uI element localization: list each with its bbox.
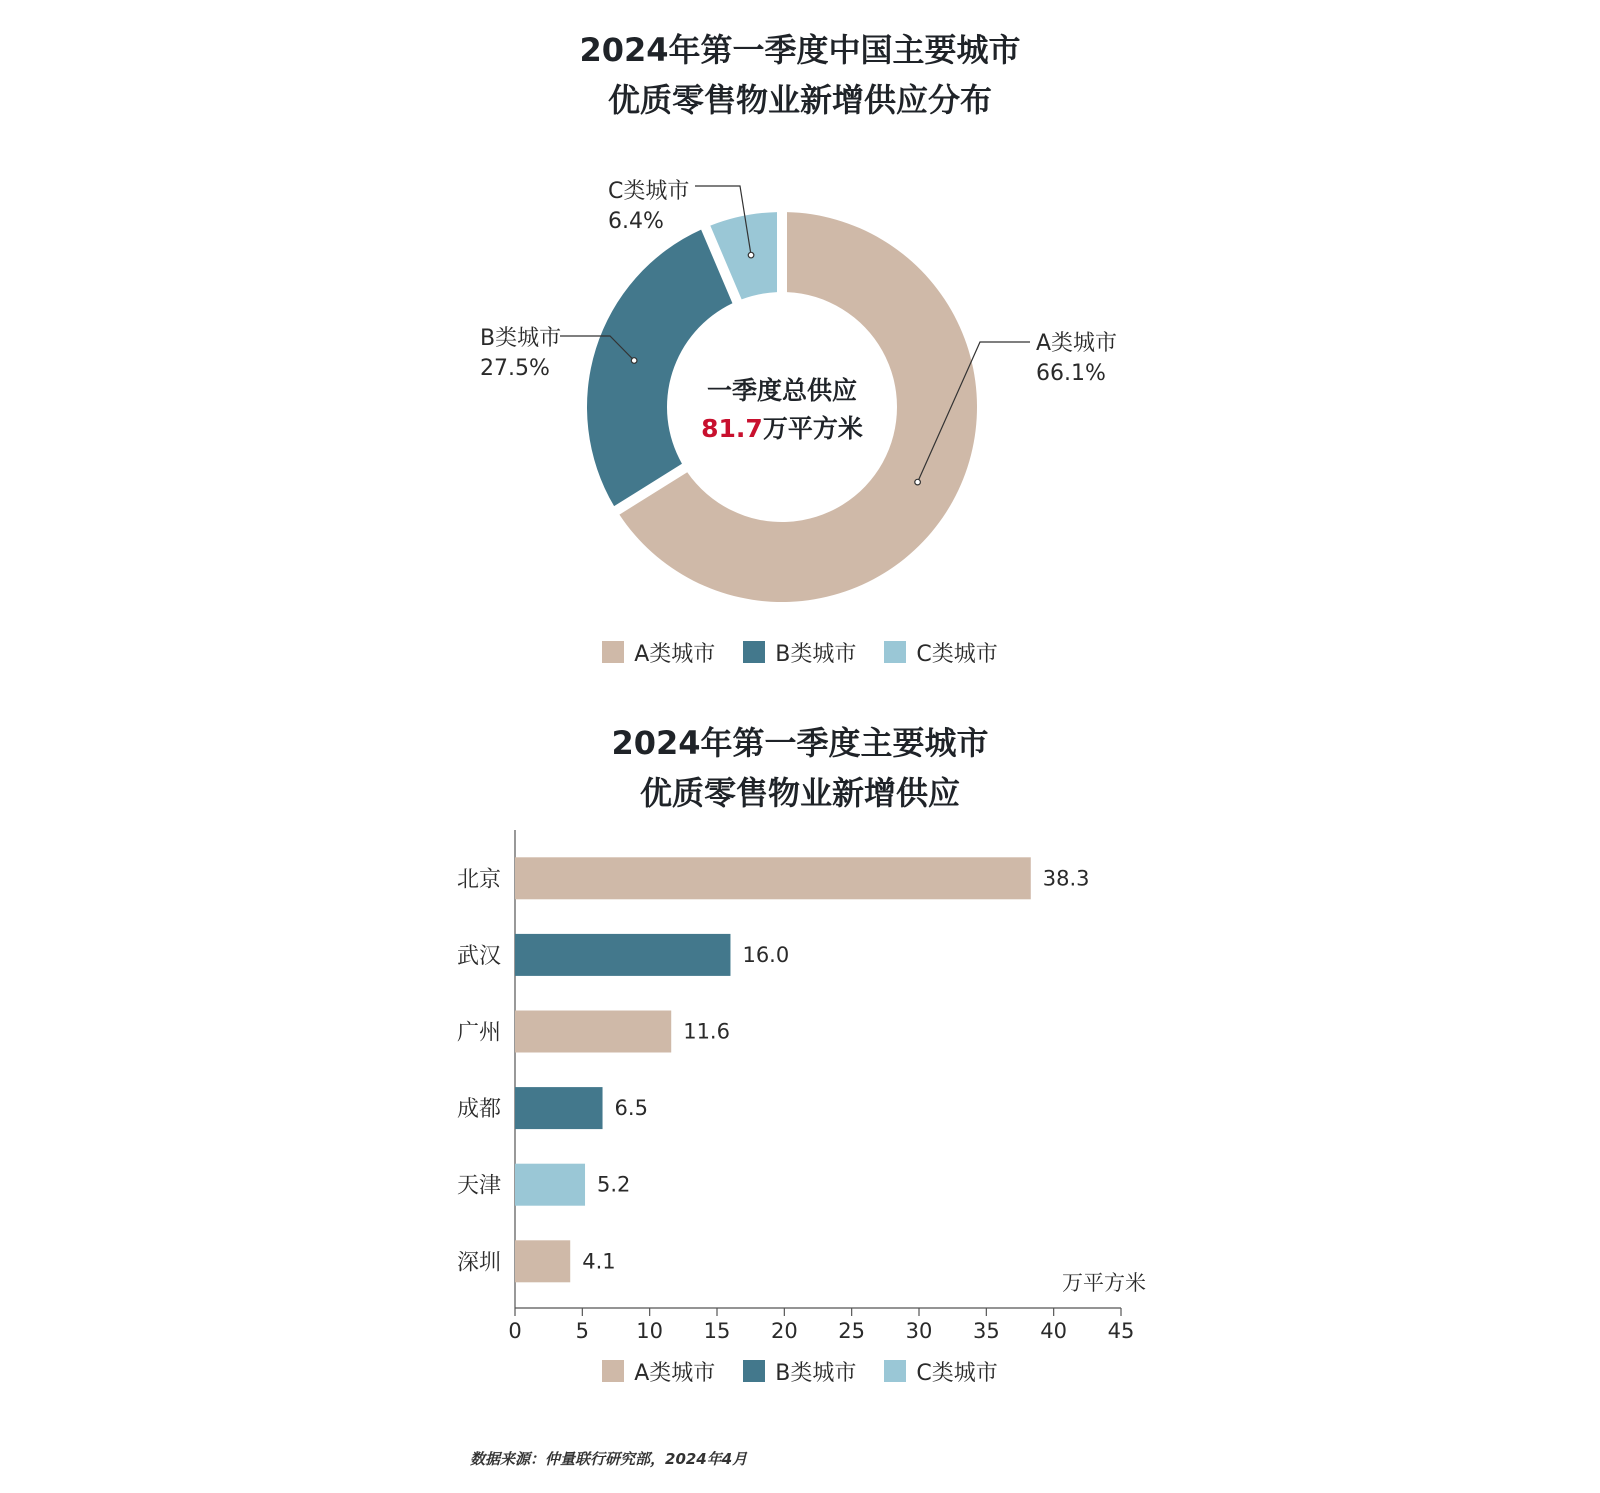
bar-4 <box>515 1164 585 1206</box>
slice-label-a: A类城市 <box>1036 331 1118 356</box>
legend-label-b: B类城市 <box>775 641 857 667</box>
bar-legend-swatch-c <box>884 1360 906 1382</box>
value-label-2: 11.6 <box>683 1019 730 1044</box>
x-unit-label: 万平方米 <box>1062 1271 1146 1295</box>
legend-swatch-c <box>884 641 906 663</box>
value-label-1: 16.0 <box>742 942 790 967</box>
x-tick-label-2: 10 <box>636 1319 664 1340</box>
x-tick-label-6: 30 <box>905 1319 933 1340</box>
x-tick-label-7: 35 <box>972 1319 1000 1340</box>
bar-chart-title <box>0 718 1600 818</box>
bar-legend-swatch-b <box>743 1360 765 1382</box>
x-tick-label-8: 40 <box>1040 1319 1068 1340</box>
legend-label-c: C类城市 <box>916 641 998 667</box>
donut-title-line1: 2024年第一季度中国主要城市 <box>579 31 1021 69</box>
slice-label-b: B类城市 <box>480 326 562 351</box>
slice-value-c: 6.4% <box>608 209 664 234</box>
bar-title-line1: 2024年第一季度主要城市 <box>611 724 989 762</box>
donut-legend <box>0 637 1600 667</box>
leader-dot-b <box>631 358 637 364</box>
bar-1 <box>515 934 730 976</box>
donut-slice-b <box>587 230 732 507</box>
x-tick-label-5: 25 <box>838 1319 866 1340</box>
bar-legend <box>0 1356 1600 1386</box>
category-label-0: 北京 <box>456 867 501 893</box>
bar-legend-label-a: A类城市 <box>634 1360 716 1386</box>
category-label-3: 成都 <box>456 1097 501 1123</box>
value-label-0: 38.3 <box>1042 866 1090 891</box>
donut-center-value <box>701 414 863 443</box>
leader-dot-c <box>748 252 754 258</box>
x-tick-label-1: 5 <box>575 1319 590 1340</box>
donut-chart <box>0 150 1600 630</box>
x-tick-label-3: 15 <box>703 1319 731 1340</box>
bar-5 <box>515 1240 570 1282</box>
slice-label-c: C类城市 <box>608 179 690 204</box>
donut-center-number: 81.7 <box>701 414 763 443</box>
legend-swatch-b <box>743 641 765 663</box>
donut-center-label: 一季度总供应 <box>706 376 858 405</box>
legend-item-c <box>884 637 997 668</box>
legend-item-a <box>602 637 715 668</box>
bar-0 <box>515 857 1031 899</box>
legend-label-a: A类城市 <box>634 641 716 667</box>
donut-center-unit: 万平方米 <box>762 414 863 443</box>
legend-item-b <box>743 637 856 668</box>
x-tick-label-4: 20 <box>770 1319 798 1340</box>
bar-legend-label-b: B类城市 <box>775 1360 857 1386</box>
value-label-5: 4.1 <box>582 1249 616 1274</box>
bar-3 <box>515 1087 603 1129</box>
bar-2 <box>515 1011 671 1053</box>
legend-swatch-a <box>602 641 624 663</box>
donut-title-line2: 优质零售物业新增供应分布 <box>607 81 992 119</box>
category-label-4: 天津 <box>456 1173 501 1199</box>
bar-legend-item-b <box>743 1356 856 1387</box>
bar-chart <box>0 830 1600 1340</box>
leader-dot-a <box>915 479 921 485</box>
donut-chart-title <box>0 25 1600 125</box>
x-tick-label-9: 45 <box>1107 1319 1135 1340</box>
category-label-2: 广州 <box>456 1020 501 1046</box>
bar-legend-item-a <box>602 1356 715 1387</box>
category-label-1: 武汉 <box>456 943 501 969</box>
bar-title-line2: 优质零售物业新增供应 <box>639 774 960 812</box>
slice-value-b: 27.5% <box>480 356 550 381</box>
category-label-5: 深圳 <box>456 1250 501 1276</box>
data-source: 数据来源：仲量联行研究部，2024年4月 <box>470 1450 748 1468</box>
value-label-3: 6.5 <box>614 1096 648 1121</box>
value-label-4: 5.2 <box>597 1172 631 1197</box>
bar-legend-item-c <box>884 1356 997 1387</box>
slice-value-a: 66.1% <box>1036 361 1106 386</box>
bar-legend-swatch-a <box>602 1360 624 1382</box>
bar-legend-label-c: C类城市 <box>916 1360 998 1386</box>
x-tick-label-0: 0 <box>508 1319 522 1340</box>
